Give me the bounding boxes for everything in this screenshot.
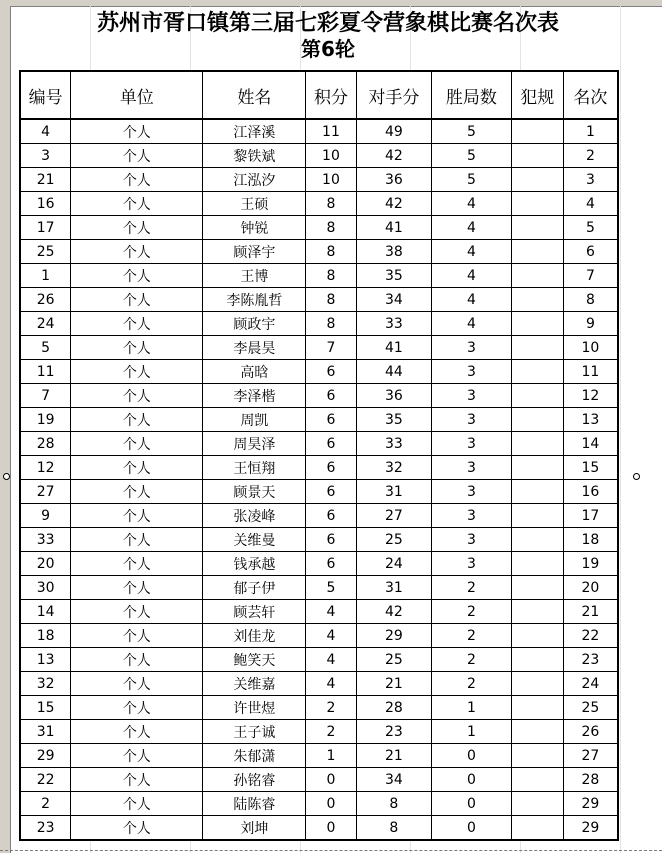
- cell-fouls[interactable]: [511, 600, 563, 624]
- cell-fouls[interactable]: [511, 480, 563, 504]
- cell-wins[interactable]: 4: [432, 312, 511, 336]
- table-row: [20, 600, 618, 624]
- cell-fouls[interactable]: [511, 456, 563, 480]
- header-row: [20, 71, 618, 119]
- cell-unit[interactable]: 个人: [71, 192, 203, 216]
- cell-fouls[interactable]: [511, 576, 563, 600]
- table-row: [20, 432, 618, 456]
- table-row: [20, 408, 618, 432]
- cell-points[interactable]: 8: [306, 240, 356, 264]
- cell-opponent-score[interactable]: 35: [356, 264, 432, 288]
- cell-rank[interactable]: 4: [563, 192, 618, 216]
- cell-rank[interactable]: 7: [563, 264, 618, 288]
- cell-unit[interactable]: 个人: [71, 264, 203, 288]
- cell-id[interactable]: 21: [20, 168, 71, 192]
- cell-fouls[interactable]: [511, 816, 563, 841]
- cell-fouls[interactable]: [511, 432, 563, 456]
- cell-wins[interactable]: 2: [432, 576, 511, 600]
- cell-unit[interactable]: 个人: [71, 792, 203, 816]
- header-id[interactable]: 编号: [20, 71, 71, 119]
- cell-unit[interactable]: 个人: [71, 528, 203, 552]
- cell-opponent-score[interactable]: 49: [356, 119, 432, 144]
- cell-fouls[interactable]: [511, 792, 563, 816]
- cell-name[interactable]: 刘佳龙: [203, 624, 306, 648]
- cell-unit[interactable]: 个人: [71, 288, 203, 312]
- cell-wins[interactable]: 3: [432, 408, 511, 432]
- cell-points[interactable]: 6: [306, 360, 356, 384]
- cell-opponent-score[interactable]: 27: [356, 504, 432, 528]
- cell-unit[interactable]: 个人: [71, 480, 203, 504]
- cell-points[interactable]: 6: [306, 408, 356, 432]
- cell-opponent-score[interactable]: 21: [356, 672, 432, 696]
- cell-unit[interactable]: 个人: [71, 768, 203, 792]
- header-opponent[interactable]: 对手分: [356, 71, 432, 119]
- cell-wins[interactable]: 4: [432, 264, 511, 288]
- cell-wins[interactable]: 0: [432, 792, 511, 816]
- cell-points[interactable]: 1: [306, 744, 356, 768]
- cell-points[interactable]: 4: [306, 624, 356, 648]
- table-row: [20, 144, 618, 168]
- cell-opponent-score[interactable]: 8: [356, 816, 432, 841]
- cell-opponent-score[interactable]: 33: [356, 312, 432, 336]
- ranking-table-container: [19, 70, 619, 841]
- cell-rank[interactable]: 13: [563, 408, 618, 432]
- cell-rank[interactable]: 19: [563, 552, 618, 576]
- cell-wins[interactable]: 1: [432, 720, 511, 744]
- cell-wins[interactable]: 3: [432, 528, 511, 552]
- cell-fouls[interactable]: [511, 696, 563, 720]
- cell-rank[interactable]: 5: [563, 216, 618, 240]
- cell-wins[interactable]: 4: [432, 216, 511, 240]
- cell-wins[interactable]: 2: [432, 600, 511, 624]
- cell-unit[interactable]: 个人: [71, 168, 203, 192]
- cell-rank[interactable]: 3: [563, 168, 618, 192]
- cell-id[interactable]: 5: [20, 336, 71, 360]
- cell-points[interactable]: 6: [306, 504, 356, 528]
- cell-fouls[interactable]: [511, 288, 563, 312]
- cell-fouls[interactable]: [511, 672, 563, 696]
- cell-rank[interactable]: 6: [563, 240, 618, 264]
- cell-opponent-score[interactable]: 8: [356, 792, 432, 816]
- cell-name[interactable]: 孙铭睿: [203, 768, 306, 792]
- cell-name[interactable]: 许世煜: [203, 696, 306, 720]
- cell-rank[interactable]: 26: [563, 720, 618, 744]
- table-row: [20, 720, 618, 744]
- cell-points[interactable]: 11: [306, 119, 356, 144]
- cell-id[interactable]: 15: [20, 696, 71, 720]
- cell-name[interactable]: 张凌峰: [203, 504, 306, 528]
- cell-points[interactable]: 2: [306, 696, 356, 720]
- cell-rank[interactable]: 1: [563, 119, 618, 144]
- cell-points[interactable]: 0: [306, 768, 356, 792]
- cell-rank[interactable]: 22: [563, 624, 618, 648]
- cell-rank[interactable]: 8: [563, 288, 618, 312]
- cell-points[interactable]: 10: [306, 144, 356, 168]
- cell-wins[interactable]: 3: [432, 360, 511, 384]
- cell-unit[interactable]: 个人: [71, 744, 203, 768]
- cell-id[interactable]: 25: [20, 240, 71, 264]
- cell-wins[interactable]: 2: [432, 672, 511, 696]
- cell-opponent-score[interactable]: 41: [356, 216, 432, 240]
- table-row: [20, 264, 618, 288]
- cell-id[interactable]: 27: [20, 480, 71, 504]
- cell-opponent-score[interactable]: 24: [356, 552, 432, 576]
- cell-fouls[interactable]: [511, 168, 563, 192]
- cell-unit[interactable]: 个人: [71, 576, 203, 600]
- cell-points[interactable]: 0: [306, 816, 356, 841]
- header-rank[interactable]: 名次: [563, 71, 618, 119]
- selection-handle-left[interactable]: [3, 473, 10, 480]
- cell-id[interactable]: 13: [20, 648, 71, 672]
- cell-id[interactable]: 1: [20, 264, 71, 288]
- table-row: [20, 360, 618, 384]
- gridline: [620, 6, 621, 853]
- cell-name[interactable]: 关维曼: [203, 528, 306, 552]
- cell-rank[interactable]: 11: [563, 360, 618, 384]
- header-name[interactable]: 姓名: [203, 71, 306, 119]
- cell-fouls[interactable]: [511, 336, 563, 360]
- cell-id[interactable]: 14: [20, 600, 71, 624]
- cell-name[interactable]: 李晨昊: [203, 336, 306, 360]
- table-row: [20, 456, 618, 480]
- cell-opponent-score[interactable]: 25: [356, 528, 432, 552]
- cell-unit[interactable]: 个人: [71, 216, 203, 240]
- cell-name[interactable]: 刘坤: [203, 816, 306, 841]
- cell-fouls[interactable]: [511, 264, 563, 288]
- cell-wins[interactable]: 2: [432, 624, 511, 648]
- table-row: [20, 672, 618, 696]
- cell-wins[interactable]: 1: [432, 696, 511, 720]
- cell-opponent-score[interactable]: 34: [356, 288, 432, 312]
- cell-fouls[interactable]: [511, 192, 563, 216]
- cell-name[interactable]: 江泽溪: [203, 119, 306, 144]
- cell-id[interactable]: 20: [20, 552, 71, 576]
- cell-name[interactable]: 江泓汐: [203, 168, 306, 192]
- cell-opponent-score[interactable]: 44: [356, 360, 432, 384]
- cell-points[interactable]: 0: [306, 792, 356, 816]
- table-row: [20, 312, 618, 336]
- table-row: [20, 648, 618, 672]
- cell-id[interactable]: 28: [20, 432, 71, 456]
- cell-id[interactable]: 18: [20, 624, 71, 648]
- cell-points[interactable]: 4: [306, 648, 356, 672]
- cell-points[interactable]: 8: [306, 264, 356, 288]
- cell-name[interactable]: 周昊泽: [203, 432, 306, 456]
- cell-fouls[interactable]: [511, 624, 563, 648]
- cell-name[interactable]: 周凯: [203, 408, 306, 432]
- cell-name[interactable]: 王恒翔: [203, 456, 306, 480]
- cell-id[interactable]: 17: [20, 216, 71, 240]
- cell-fouls[interactable]: [511, 768, 563, 792]
- cell-wins[interactable]: 2: [432, 648, 511, 672]
- header-unit[interactable]: 单位: [71, 71, 203, 119]
- cell-unit[interactable]: 个人: [71, 648, 203, 672]
- cell-id[interactable]: 11: [20, 360, 71, 384]
- cell-name[interactable]: 钟锐: [203, 216, 306, 240]
- cell-fouls[interactable]: [511, 552, 563, 576]
- cell-name[interactable]: 钱承越: [203, 552, 306, 576]
- cell-unit[interactable]: 个人: [71, 360, 203, 384]
- cell-fouls[interactable]: [511, 528, 563, 552]
- cell-wins[interactable]: 0: [432, 768, 511, 792]
- cell-name[interactable]: 顾政宇: [203, 312, 306, 336]
- cell-rank[interactable]: 23: [563, 648, 618, 672]
- cell-points[interactable]: 6: [306, 432, 356, 456]
- cell-id[interactable]: 16: [20, 192, 71, 216]
- cell-unit[interactable]: 个人: [71, 624, 203, 648]
- cell-id[interactable]: 22: [20, 768, 71, 792]
- table-row: [20, 168, 618, 192]
- cell-id[interactable]: 19: [20, 408, 71, 432]
- cell-rank[interactable]: 15: [563, 456, 618, 480]
- cell-unit[interactable]: 个人: [71, 720, 203, 744]
- cell-rank[interactable]: 18: [563, 528, 618, 552]
- sheet-title[interactable]: 苏州市胥口镇第三届七彩夏令营象棋比赛名次表: [96, 11, 559, 36]
- cell-rank[interactable]: 25: [563, 696, 618, 720]
- cell-rank[interactable]: 29: [563, 792, 618, 816]
- cell-points[interactable]: 8: [306, 312, 356, 336]
- cell-points[interactable]: 7: [306, 336, 356, 360]
- cell-rank[interactable]: 12: [563, 384, 618, 408]
- cell-wins[interactable]: 5: [432, 144, 511, 168]
- table-row: [20, 336, 618, 360]
- cell-unit[interactable]: 个人: [71, 432, 203, 456]
- cell-wins[interactable]: 4: [432, 288, 511, 312]
- cell-opponent-score[interactable]: 25: [356, 648, 432, 672]
- cell-unit[interactable]: 个人: [71, 600, 203, 624]
- cell-id[interactable]: 23: [20, 816, 71, 841]
- cell-opponent-score[interactable]: 36: [356, 168, 432, 192]
- selection-handle-right[interactable]: [633, 473, 640, 480]
- cell-id[interactable]: 4: [20, 119, 71, 144]
- cell-points[interactable]: 8: [306, 288, 356, 312]
- table-row: [20, 768, 618, 792]
- cell-opponent-score[interactable]: 23: [356, 720, 432, 744]
- cell-name[interactable]: 关维嘉: [203, 672, 306, 696]
- cell-opponent-score[interactable]: 42: [356, 600, 432, 624]
- cell-unit[interactable]: 个人: [71, 552, 203, 576]
- cell-id[interactable]: 30: [20, 576, 71, 600]
- table-row: [20, 528, 618, 552]
- cell-opponent-score[interactable]: 35: [356, 408, 432, 432]
- cell-points[interactable]: 5: [306, 576, 356, 600]
- cell-opponent-score[interactable]: 32: [356, 456, 432, 480]
- cell-points[interactable]: 4: [306, 600, 356, 624]
- cell-name[interactable]: 鲍笑天: [203, 648, 306, 672]
- cell-fouls[interactable]: [511, 240, 563, 264]
- cell-name[interactable]: 李陈胤哲: [203, 288, 306, 312]
- cell-unit[interactable]: 个人: [71, 456, 203, 480]
- cell-name[interactable]: 陆陈睿: [203, 792, 306, 816]
- cell-rank[interactable]: 14: [563, 432, 618, 456]
- cell-opponent-score[interactable]: 29: [356, 624, 432, 648]
- table-row: [20, 119, 618, 144]
- cell-wins[interactable]: 3: [432, 384, 511, 408]
- sheet-subtitle[interactable]: 第6轮: [301, 37, 355, 61]
- cell-rank[interactable]: 17: [563, 504, 618, 528]
- cell-wins[interactable]: 3: [432, 480, 511, 504]
- cell-name[interactable]: 郁子伊: [203, 576, 306, 600]
- cell-name[interactable]: 高晗: [203, 360, 306, 384]
- cell-fouls[interactable]: [511, 384, 563, 408]
- cell-wins[interactable]: 3: [432, 432, 511, 456]
- table-row: [20, 816, 618, 841]
- row-header-bar[interactable]: [0, 6, 11, 853]
- cell-name[interactable]: 朱郁潇: [203, 744, 306, 768]
- cell-rank[interactable]: 10: [563, 336, 618, 360]
- cell-unit[interactable]: 个人: [71, 336, 203, 360]
- cell-wins[interactable]: 5: [432, 168, 511, 192]
- cell-fouls[interactable]: [511, 504, 563, 528]
- cell-unit[interactable]: 个人: [71, 696, 203, 720]
- cell-rank[interactable]: 20: [563, 576, 618, 600]
- cell-points[interactable]: 10: [306, 168, 356, 192]
- table-row: [20, 696, 618, 720]
- cell-rank[interactable]: 21: [563, 600, 618, 624]
- cell-rank[interactable]: 27: [563, 744, 618, 768]
- cell-rank[interactable]: 24: [563, 672, 618, 696]
- cell-points[interactable]: 8: [306, 216, 356, 240]
- table-row: [20, 576, 618, 600]
- table-row: [20, 624, 618, 648]
- cell-opponent-score[interactable]: 41: [356, 336, 432, 360]
- cell-name[interactable]: 李泽楷: [203, 384, 306, 408]
- cell-name[interactable]: 顾景天: [203, 480, 306, 504]
- table-row: [20, 384, 618, 408]
- cell-rank[interactable]: 9: [563, 312, 618, 336]
- cell-opponent-score[interactable]: 36: [356, 384, 432, 408]
- cell-rank[interactable]: 29: [563, 816, 618, 841]
- table-row: [20, 480, 618, 504]
- cell-points[interactable]: 8: [306, 192, 356, 216]
- table-row: [20, 504, 618, 528]
- table-row: [20, 792, 618, 816]
- cell-name[interactable]: 王硕: [203, 192, 306, 216]
- cell-wins[interactable]: 5: [432, 119, 511, 144]
- cell-rank[interactable]: 16: [563, 480, 618, 504]
- cell-id[interactable]: 33: [20, 528, 71, 552]
- cell-rank[interactable]: 2: [563, 144, 618, 168]
- table-row: [20, 744, 618, 768]
- cell-wins[interactable]: 3: [432, 336, 511, 360]
- cell-fouls[interactable]: [511, 720, 563, 744]
- cell-opponent-score[interactable]: 38: [356, 240, 432, 264]
- cell-opponent-score[interactable]: 21: [356, 744, 432, 768]
- cell-points[interactable]: 6: [306, 456, 356, 480]
- cell-wins[interactable]: 3: [432, 456, 511, 480]
- cell-opponent-score[interactable]: 42: [356, 144, 432, 168]
- cell-id[interactable]: 32: [20, 672, 71, 696]
- cell-fouls[interactable]: [511, 216, 563, 240]
- column-header-bar[interactable]: [0, 0, 662, 7]
- cell-fouls[interactable]: [511, 408, 563, 432]
- cell-wins[interactable]: 3: [432, 552, 511, 576]
- table-row: [20, 552, 618, 576]
- cell-id[interactable]: 3: [20, 144, 71, 168]
- cell-id[interactable]: 26: [20, 288, 71, 312]
- cell-id[interactable]: 2: [20, 792, 71, 816]
- cell-fouls[interactable]: [511, 648, 563, 672]
- cell-points[interactable]: 2: [306, 720, 356, 744]
- table-row: [20, 288, 618, 312]
- cell-name[interactable]: 顾泽宇: [203, 240, 306, 264]
- cell-unit[interactable]: 个人: [71, 119, 203, 144]
- cell-unit[interactable]: 个人: [71, 384, 203, 408]
- cell-id[interactable]: 24: [20, 312, 71, 336]
- cell-fouls[interactable]: [511, 144, 563, 168]
- cell-unit[interactable]: 个人: [71, 672, 203, 696]
- cell-opponent-score[interactable]: 28: [356, 696, 432, 720]
- cell-opponent-score[interactable]: 34: [356, 768, 432, 792]
- cell-opponent-score[interactable]: 42: [356, 192, 432, 216]
- header-points[interactable]: 积分: [306, 71, 356, 119]
- cell-opponent-score[interactable]: 33: [356, 432, 432, 456]
- cell-fouls[interactable]: [511, 119, 563, 144]
- cell-unit[interactable]: 个人: [71, 504, 203, 528]
- cell-wins[interactable]: 4: [432, 192, 511, 216]
- cell-points[interactable]: 6: [306, 552, 356, 576]
- cell-wins[interactable]: 4: [432, 240, 511, 264]
- cell-wins[interactable]: 3: [432, 504, 511, 528]
- cell-rank[interactable]: 28: [563, 768, 618, 792]
- table-body: [20, 119, 618, 840]
- ranking-table: [19, 70, 619, 841]
- cell-wins[interactable]: 0: [432, 816, 511, 841]
- table-row: [20, 216, 618, 240]
- cell-name[interactable]: 黎铁斌: [203, 144, 306, 168]
- header-fouls[interactable]: 犯规: [511, 71, 563, 119]
- cell-id[interactable]: 7: [20, 384, 71, 408]
- cell-id[interactable]: 9: [20, 504, 71, 528]
- cell-wins[interactable]: 0: [432, 744, 511, 768]
- cell-fouls[interactable]: [511, 312, 563, 336]
- cell-name[interactable]: 王博: [203, 264, 306, 288]
- cell-unit[interactable]: 个人: [71, 240, 203, 264]
- cell-unit[interactable]: 个人: [71, 408, 203, 432]
- cell-unit[interactable]: 个人: [71, 312, 203, 336]
- cell-opponent-score[interactable]: 31: [356, 480, 432, 504]
- cell-id[interactable]: 12: [20, 456, 71, 480]
- cell-unit[interactable]: 个人: [71, 144, 203, 168]
- cell-name[interactable]: 王子诚: [203, 720, 306, 744]
- cell-fouls[interactable]: [511, 360, 563, 384]
- cell-points[interactable]: 4: [306, 672, 356, 696]
- cell-opponent-score[interactable]: 31: [356, 576, 432, 600]
- header-wins[interactable]: 胜局数: [432, 71, 511, 119]
- cell-id[interactable]: 29: [20, 744, 71, 768]
- cell-fouls[interactable]: [511, 744, 563, 768]
- cell-points[interactable]: 6: [306, 528, 356, 552]
- table-row: [20, 240, 618, 264]
- cell-points[interactable]: 6: [306, 384, 356, 408]
- cell-points[interactable]: 6: [306, 480, 356, 504]
- cell-name[interactable]: 顾芸轩: [203, 600, 306, 624]
- cell-id[interactable]: 31: [20, 720, 71, 744]
- table-row: [20, 192, 618, 216]
- cell-unit[interactable]: 个人: [71, 816, 203, 841]
